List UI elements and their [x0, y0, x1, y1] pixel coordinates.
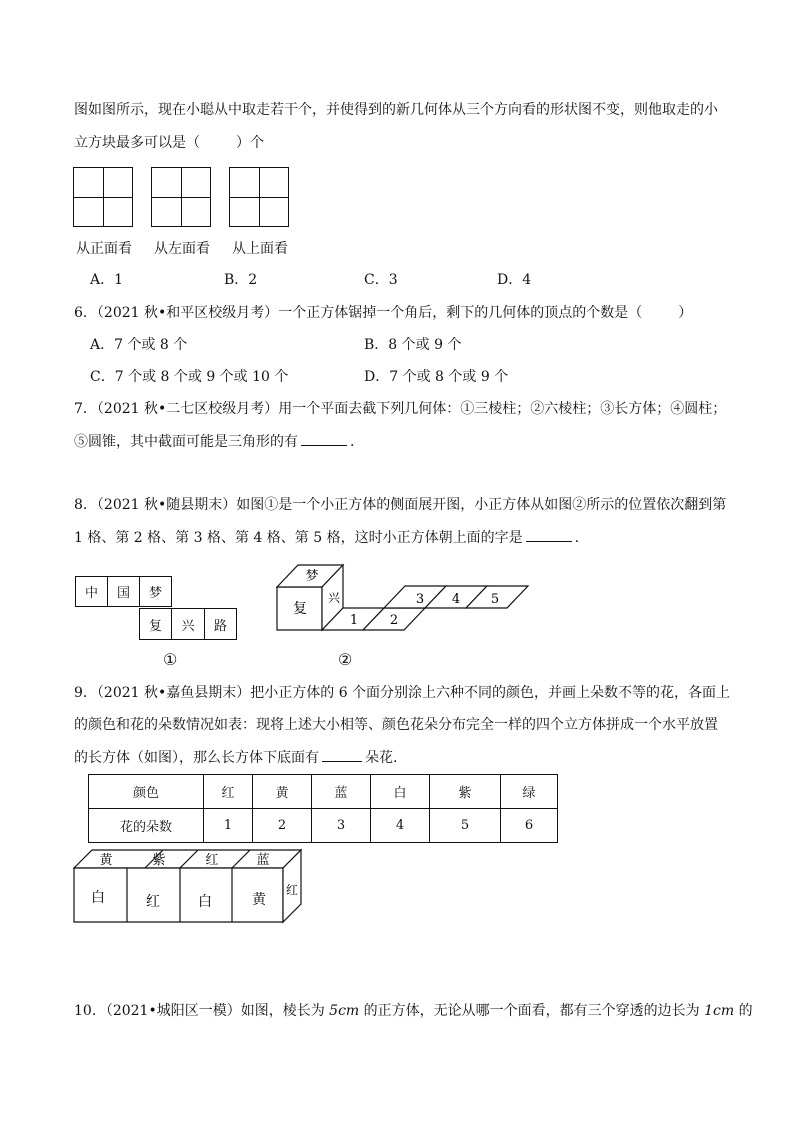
q7-text-line1: 7．（2021 秋•二七区校级月考）用一个平面去截下列几何体：①三棱柱；②六棱柱；③长方体；④圆柱； — [74, 401, 727, 417]
front-face-2: 红 — [146, 894, 160, 910]
q6-stem-end: ） — [678, 305, 693, 321]
q8-text-line1: 8．（2021 秋•随县期末）如图①是一个小正方体的侧面展开图，小正方体从如图②所示的位置依次翻到第 — [74, 497, 727, 513]
q6-stem-start: 6．（2021 秋•和平区校级月考）一个正方体锯掉一个角后，剩下的几何体的顶点的个数是（ — [74, 305, 643, 321]
q6-option-b: B．8 个或 9 个 — [364, 337, 462, 353]
top-face-2: 紫 — [152, 853, 166, 868]
table-header-color: 颜色 — [89, 775, 204, 809]
q10-hole-size: 1cm — [704, 1003, 735, 1019]
q5-line2-start: 立方块最多可以是（ — [74, 135, 200, 151]
color-flower-table — [88, 774, 558, 843]
q6-stem — [74, 303, 692, 323]
table-cell: 紫 — [430, 775, 501, 809]
figure-2-label: ② — [338, 650, 353, 669]
q9-text-line2: 的颜色和花的朵数情况如表：现将上述大小相等、颜色花朵分布完全一样的四个立方体拼成一个水平放置 — [74, 717, 718, 733]
q7-answer-blank[interactable] — [301, 431, 347, 446]
q10-text-line1 — [74, 1001, 753, 1021]
table-cell: 蓝 — [312, 775, 371, 809]
q8-text-line2 — [74, 527, 579, 548]
table-row — [89, 809, 558, 843]
q8-line2-start: 1 格、第 2 格、第 3 格、第 4 格、第 5 格，这时小正方体朝上面的字是 — [74, 530, 523, 546]
cube-top-char: 梦 — [305, 569, 319, 584]
q7-text-line2 — [74, 431, 354, 452]
square-label-5: 5 — [490, 592, 500, 607]
q10-edge-length: 5cm — [329, 1003, 360, 1019]
top-view-grid — [229, 167, 289, 227]
q5-text-line2 — [74, 133, 264, 153]
q5-option-b: B．2 — [224, 272, 258, 288]
front-view-grid — [73, 167, 133, 227]
top-face-1: 黄 — [99, 853, 113, 868]
table-cell: 3 — [312, 809, 371, 843]
q8-answer-blank[interactable] — [526, 527, 572, 542]
square-label-4: 4 — [451, 592, 461, 607]
cube-side-char: 兴 — [327, 591, 341, 605]
q9-line3-end: 朵花. — [365, 750, 398, 766]
square-label-1: 1 — [349, 613, 359, 628]
q7-line2-end: . — [350, 434, 355, 450]
front-face-3: 白 — [198, 894, 212, 910]
table-cell: 6 — [501, 809, 558, 843]
net-cell-guo: 国 — [107, 576, 140, 607]
table-cell: 4 — [371, 809, 430, 843]
caption-top: 从上面看 — [232, 241, 288, 257]
net-cell-fu: 复 — [139, 608, 172, 640]
q9-answer-blank[interactable] — [322, 747, 362, 762]
q5-option-a: A．1 — [90, 272, 124, 288]
side-face: 红 — [285, 883, 299, 897]
net-cell-lu: 路 — [204, 608, 237, 640]
table-cell: 绿 — [501, 775, 558, 809]
table-cell: 5 — [430, 809, 501, 843]
net-cell-meng: 梦 — [139, 576, 172, 607]
table-row — [89, 775, 558, 809]
cube-roll-figure — [270, 560, 530, 640]
q7-line2-start: ⑤圆锥，其中截面可能是三角形的有 — [74, 434, 298, 450]
q10-line1-end: 的 — [734, 1003, 753, 1019]
q8-line2-end: . — [574, 530, 580, 546]
table-cell: 2 — [253, 809, 312, 843]
square-label-3: 3 — [415, 592, 425, 607]
top-face-4: 蓝 — [256, 853, 270, 868]
table-cell: 白 — [371, 775, 430, 809]
table-cell: 1 — [204, 809, 253, 843]
table-cell: 红 — [204, 775, 253, 809]
q5-text-line1: 图如图所示，现在小聪从中取走若干个，并使得到的新几何体从三个方向看的形状图不变，则他取走的小 — [74, 102, 718, 118]
q9-line3-start: 的长方体（如图），那么长方体下底面有 — [74, 750, 319, 766]
q10-line1-mid: 的正方体，无论从哪一个面看，都有三个穿透的边长为 — [359, 1003, 705, 1019]
q10-line1-start: 10．（2021•城阳区一模）如图，棱长为 — [74, 1003, 330, 1019]
table-header-count: 花的朵数 — [89, 809, 204, 843]
left-view-grid — [151, 167, 211, 227]
q9-text-line3 — [74, 747, 397, 768]
net-cell-xing: 兴 — [171, 608, 205, 640]
q6-option-a: A．7 个或 8 个 — [90, 337, 188, 353]
q9-text-line1: 9．（2021 秋•嘉鱼县期末）把小正方体的 6 个面分别涂上六种不同的颜色，并画上朵数不等的花，各面上 — [74, 685, 731, 701]
q6-option-c: C．7 个或 8 个或 9 个或 10 个 — [90, 369, 289, 385]
q6-option-d: D．7 个或 8 个或 9 个 — [364, 369, 509, 385]
cube-front-char: 复 — [293, 601, 307, 617]
figure-1-label: ① — [163, 650, 178, 669]
cuboid-figure — [70, 848, 306, 928]
caption-left: 从左面看 — [154, 241, 210, 257]
caption-front: 从正面看 — [76, 241, 132, 257]
table-cell: 黄 — [253, 775, 312, 809]
front-face-4: 黄 — [252, 892, 266, 908]
net-cell-zhong: 中 — [75, 576, 108, 607]
q5-line2-end: ）个 — [236, 135, 264, 151]
front-face-1: 白 — [91, 890, 105, 906]
top-face-3: 红 — [205, 853, 219, 868]
square-label-2: 2 — [389, 613, 399, 628]
q5-option-d: D．4 — [497, 272, 532, 288]
q5-option-c: C．3 — [364, 272, 398, 288]
